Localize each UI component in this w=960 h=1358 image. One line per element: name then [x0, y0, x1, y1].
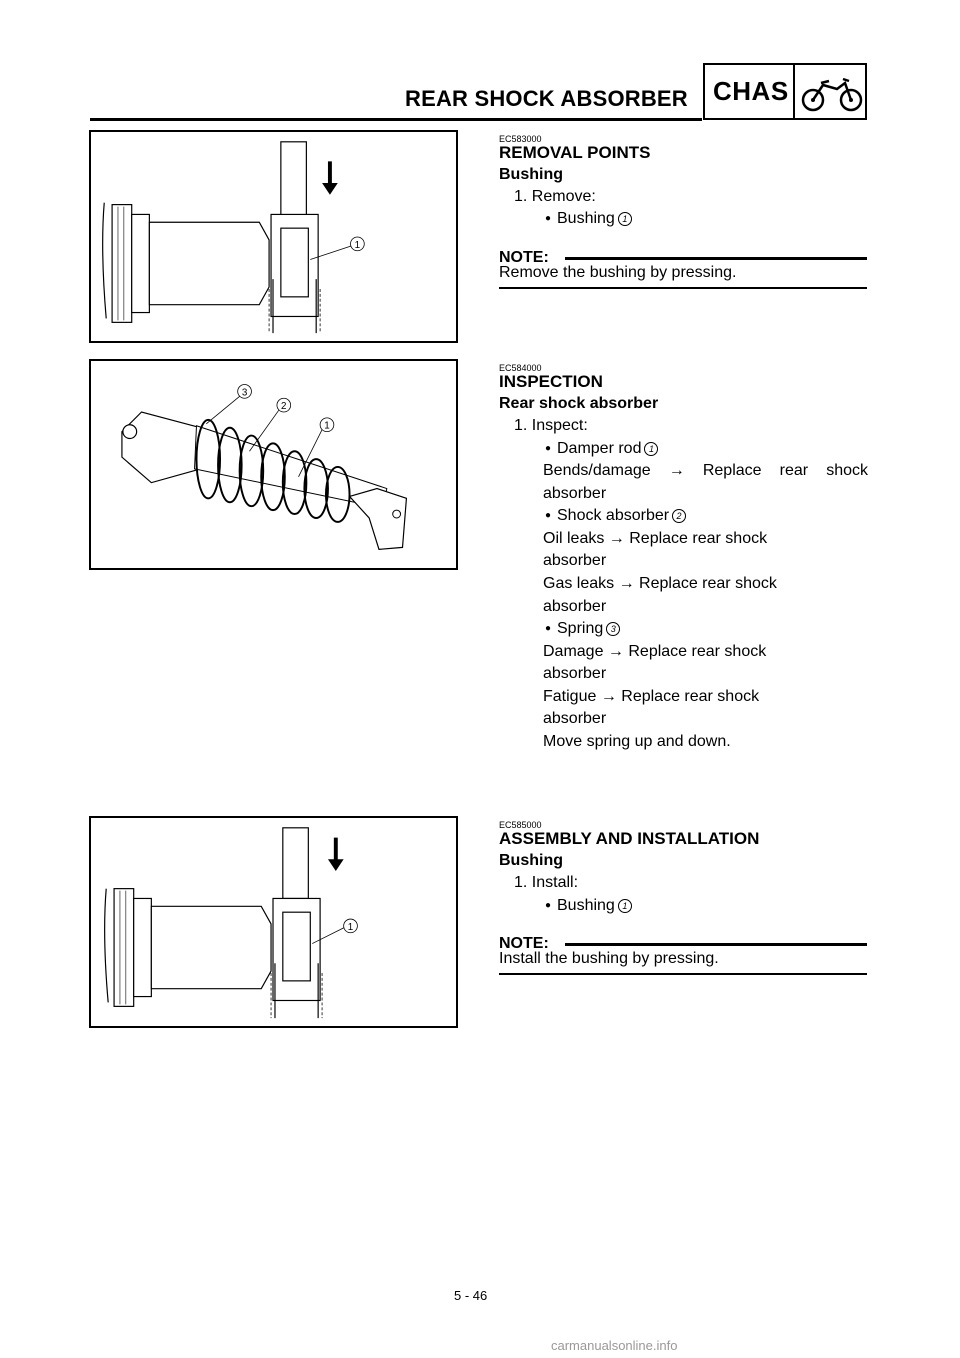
callout-1: 1	[354, 239, 361, 251]
figure-shock-absorber	[89, 359, 458, 570]
removal-note-label: NOTE:	[499, 249, 549, 266]
inspection-code: EC584000	[499, 363, 542, 373]
figure-bushing-removal	[89, 130, 458, 343]
item-label: Damper rod	[557, 440, 642, 457]
callout-3: 3	[241, 387, 248, 399]
item-line: absorber	[543, 598, 607, 615]
item-line: Fatigue → Replace rear shock	[543, 688, 760, 705]
note-rule	[565, 943, 867, 946]
item-label: Spring	[557, 620, 604, 637]
item-line: Gas leaks → Replace rear shock	[543, 575, 777, 592]
section-label: CHAS	[713, 76, 789, 106]
motorcycle-icon	[799, 71, 865, 115]
assembly-code: EC585000	[499, 820, 542, 830]
note-bottom-rule	[499, 973, 867, 975]
removal-heading: REMOVAL POINTS	[499, 143, 651, 162]
item-line: absorber	[543, 710, 607, 727]
ref-marker: 1	[618, 899, 632, 913]
assembly-bullet-label: Bushing	[557, 897, 615, 914]
removal-subheading: Bushing	[499, 166, 563, 183]
inspect-item-shock-absorber	[557, 505, 686, 527]
assembly-note-label: NOTE:	[499, 935, 549, 952]
item-label: Shock absorber	[557, 507, 670, 524]
item-line: Move spring up and down.	[543, 733, 731, 750]
assembly-step: 1. Install:	[514, 874, 579, 891]
item-line: Oil leaks → Replace rear shock	[543, 530, 768, 547]
removal-step: 1. Remove:	[514, 188, 596, 205]
section-badge	[703, 63, 867, 120]
item-line: Damage → Replace rear shock	[543, 643, 767, 660]
item-line: absorber	[543, 665, 607, 682]
callout-1b: 1	[324, 420, 330, 432]
inspection-subheading: Rear shock absorber	[499, 395, 659, 412]
section-divider	[793, 65, 795, 118]
callout-2: 2	[281, 401, 287, 413]
ref-marker: 1	[644, 442, 658, 456]
inspect-item-spring	[557, 618, 620, 640]
figure-bushing-installation	[89, 816, 458, 1028]
removal-bullet-label: Bushing	[557, 210, 615, 227]
page-title: REAR SHOCK ABSORBER	[405, 86, 688, 111]
item-line: absorber	[543, 485, 607, 502]
ref-marker: 2	[672, 509, 686, 523]
page-number: 5 - 46	[454, 1288, 488, 1303]
assembly-bullet	[557, 895, 632, 917]
removal-bullet	[557, 208, 632, 230]
inspection-step: 1. Inspect:	[514, 417, 588, 434]
assembly-heading: ASSEMBLY AND INSTALLATION	[499, 829, 760, 848]
ref-marker: 3	[606, 622, 620, 636]
assembly-subheading: Bushing	[499, 852, 563, 869]
item-line: absorber	[543, 552, 607, 569]
note-bottom-rule	[499, 287, 867, 289]
note-rule	[565, 257, 867, 260]
removal-note-text: Remove the bushing by pressing.	[499, 264, 737, 281]
removal-code: EC583000	[499, 134, 542, 144]
assembly-note-text: Install the bushing by pressing.	[499, 950, 719, 967]
item-line: Bends/damage → Replace rear shock	[543, 462, 868, 479]
inspection-heading: INSPECTION	[499, 372, 603, 391]
callout-1c: 1	[347, 921, 354, 933]
watermark: carmanualsonline.info	[551, 1338, 678, 1353]
inspect-item-damper-rod	[557, 438, 658, 460]
header-rule	[90, 118, 702, 121]
ref-marker: 1	[618, 212, 632, 226]
